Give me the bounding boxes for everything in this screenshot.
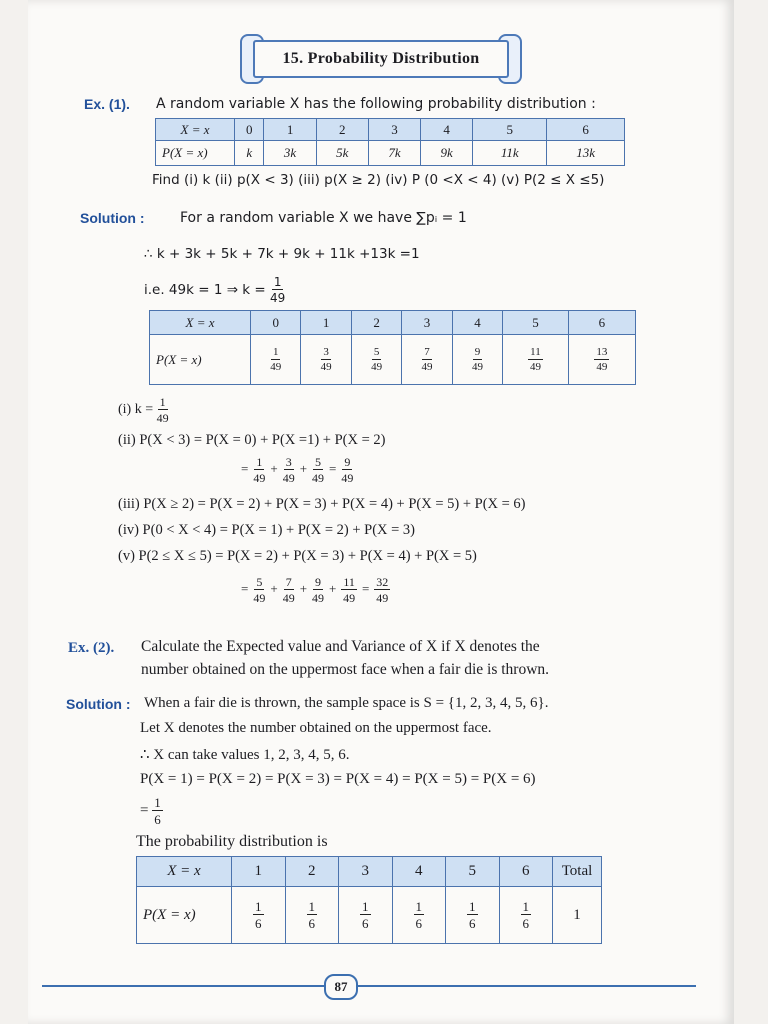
sol1-part-ii-calculation [236, 456, 353, 484]
sol2-line2: Let X denotes the number obtained on the uppermost face. [140, 720, 492, 736]
operator: + [299, 580, 308, 596]
sol1-p-cell [402, 335, 452, 385]
sol2-x-cell: 4 [392, 857, 446, 887]
ex1-x-cell: 1 [264, 119, 316, 141]
sol2-p-cell [232, 887, 286, 944]
fraction-denominator: 49 [253, 591, 266, 605]
fraction-denominator: 49 [270, 291, 286, 305]
sol2-p-cell [499, 887, 553, 944]
sol2-total-header: Total [553, 857, 602, 887]
fraction-numerator: 5 [256, 575, 263, 589]
sol2-p-cell [446, 887, 500, 944]
fraction [341, 576, 357, 604]
operator: + [299, 460, 308, 476]
fraction-denominator: 49 [471, 360, 483, 373]
fraction [312, 456, 324, 484]
ex1-label: Ex. (1). [84, 96, 130, 112]
ex1-p-cell: 3k [264, 141, 316, 166]
fraction-denominator: 49 [371, 360, 383, 373]
fraction-numerator: 3 [285, 455, 292, 469]
sol1-x-cell: 1 [301, 311, 351, 335]
fraction-numerator: 32 [376, 575, 389, 589]
ex2-question-line2: number obtained on the uppermost face when a fair die is thrown. [141, 661, 550, 678]
ex1-x-cell: 5 [473, 119, 547, 141]
fraction-denominator: 49 [320, 360, 332, 373]
sol2-label: Solution : [66, 696, 131, 712]
fraction-denominator: 6 [362, 916, 369, 932]
sol1-x-cell: 5 [503, 311, 569, 335]
ex1-x-cell: 0 [235, 119, 264, 141]
fraction-numerator: 7 [285, 575, 292, 589]
sol1-part-ii: (ii) P(X < 3) = P(X = 0) + P(X =1) + P(X = 2) [118, 432, 386, 448]
fraction-numerator: 11 [343, 575, 355, 589]
ex1-p-cell: 11k [473, 141, 547, 166]
ex1-x-cell: 2 [316, 119, 368, 141]
sol2-line4: P(X = 1) = P(X = 2) = P(X = 3) = P(X = 4) = P(X = 5) = P(X = 6) [140, 771, 536, 787]
sol1-k-fraction [270, 276, 285, 304]
fraction-denominator: 49 [282, 591, 295, 605]
page-number: 87 [324, 974, 358, 1000]
sol2-line6: The probability distribution is [136, 833, 328, 850]
fraction-numerator: 9 [344, 455, 351, 469]
fraction [371, 347, 382, 373]
fraction-numerator: 1 [272, 345, 279, 358]
ex2-label: Ex. (2). [68, 640, 115, 656]
sol2-x-cell: 5 [446, 857, 500, 887]
fraction-numerator: 1 [154, 795, 161, 810]
sol2-x-cell: 2 [285, 857, 339, 887]
ex1-table-header-label: X = x [156, 119, 235, 141]
fraction-denominator: 49 [312, 471, 325, 485]
fraction-numerator: 9 [474, 345, 481, 358]
sol2-p-cell [339, 887, 393, 944]
fraction [312, 576, 324, 604]
fraction-numerator: 1 [469, 899, 476, 915]
sol1-line2: ∴ k + 3k + 5k + 7k + 9k + 11k +13k =1 [144, 246, 420, 262]
fraction-denominator: 49 [343, 591, 356, 605]
fraction-numerator: 1 [415, 899, 422, 915]
fraction-numerator: 1 [273, 275, 282, 289]
sol1-p-cell [251, 335, 301, 385]
fraction [374, 576, 390, 604]
fraction [341, 456, 353, 484]
fraction [253, 576, 265, 604]
ex1-p-cell: 13k [547, 141, 625, 166]
fraction-numerator: 1 [522, 899, 529, 915]
ex1-p-cell: 9k [421, 141, 473, 166]
operator: = [241, 580, 249, 596]
ex2-question-line1: Calculate the Expected value and Variance of X if X denotes the [141, 638, 540, 655]
sol2-x-cell: 3 [339, 857, 393, 887]
fraction [283, 576, 295, 604]
sol1-x-cell: 3 [402, 311, 452, 335]
sol1-part-v: (v) P(2 ≤ X ≤ 5) = P(X = 2) + P(X = 3) + P(X = 4) + P(X = 5) [118, 548, 477, 564]
fraction-numerator: 11 [530, 345, 541, 358]
ex1-distribution-table [155, 118, 625, 166]
fraction-denominator: 49 [312, 591, 325, 605]
fraction-denominator: 6 [308, 916, 315, 932]
fraction [467, 900, 478, 930]
fraction-numerator: 5 [315, 455, 322, 469]
sol1-table-values-label: P(X = x) [150, 335, 251, 385]
fraction-denominator: 49 [341, 471, 354, 485]
sol1-line3-text: i.e. 49k = 1 ⇒ k = [144, 282, 266, 298]
fraction [422, 347, 433, 373]
ex1-x-cell: 3 [368, 119, 420, 141]
sol1-x-cell: 6 [568, 311, 635, 335]
sol1-label: Solution : [80, 210, 145, 226]
fraction [594, 347, 609, 373]
fraction-numerator: 1 [308, 899, 315, 915]
operator: + [270, 580, 278, 596]
operator: + [329, 580, 337, 596]
sol2-line5-eq: = [140, 802, 149, 819]
fraction-denominator: 6 [255, 916, 262, 932]
fraction [253, 900, 264, 930]
sol1-x-cell: 2 [351, 311, 401, 335]
sol2-table-header-label: X = x [137, 857, 232, 887]
sol2-p-cell [392, 887, 446, 944]
operator: = [329, 460, 337, 476]
fraction-numerator: 1 [362, 899, 369, 915]
fraction [472, 347, 483, 373]
sol1-part-v-calculation [236, 576, 390, 604]
sol1-p-cell [452, 335, 502, 385]
fraction-numerator: 1 [256, 455, 263, 469]
sol2-total-value: 1 [553, 887, 602, 944]
fraction [360, 900, 371, 930]
sol1-part-i [118, 396, 169, 424]
fraction-numerator: 1 [159, 395, 166, 409]
sol2-p-cell [285, 887, 339, 944]
sol2-line1: When a fair die is thrown, the sample space is S = {1, 2, 3, 4, 5, 6}. [144, 695, 549, 711]
ex1-table-values-label: P(X = x) [156, 141, 235, 166]
fraction-numerator: 1 [255, 899, 262, 915]
fraction [321, 347, 332, 373]
operator: = [361, 580, 370, 596]
sol1-part-iv: (iv) P(0 < X < 4) = P(X = 1) + P(X = 2) + P(X = 3) [118, 522, 416, 538]
fraction [521, 900, 532, 930]
fraction-denominator: 49 [270, 360, 282, 373]
sol2-table-values-label: P(X = x) [137, 887, 232, 944]
operator: + [270, 460, 278, 476]
fraction-denominator: 49 [282, 471, 295, 485]
sol2-line5-fraction [152, 796, 163, 826]
sol1-x-cell: 4 [452, 311, 502, 335]
operator: = [241, 460, 249, 476]
ex1-p-cell: 7k [368, 141, 420, 166]
sol2-x-cell: 6 [499, 857, 553, 887]
sol1-part-i-fraction [157, 396, 169, 424]
sol1-table-header-label: X = x [150, 311, 251, 335]
fraction-denominator: 6 [469, 916, 476, 932]
sol1-line1: For a random variable X we have ∑pᵢ = 1 [180, 210, 467, 226]
fraction-numerator: 7 [424, 345, 430, 358]
fraction-numerator: 13 [596, 345, 608, 358]
fraction [307, 900, 318, 930]
fraction-denominator: 49 [596, 360, 608, 373]
fraction-numerator: 9 [315, 575, 322, 589]
fraction [270, 347, 281, 373]
ex1-p-cell: 5k [316, 141, 368, 166]
sol1-distribution-table [149, 310, 636, 385]
sol1-p-cell [503, 335, 569, 385]
fraction [283, 456, 295, 484]
chapter-title: 15. Probability Distribution [253, 40, 509, 78]
sol1-x-cell: 0 [251, 311, 301, 335]
fraction [253, 456, 265, 484]
sol1-line3 [144, 276, 285, 304]
ex1-p-cell: k [235, 141, 264, 166]
fraction [528, 347, 543, 373]
ex1-x-cell: 4 [421, 119, 473, 141]
fraction-denominator: 49 [376, 591, 389, 605]
fraction [414, 900, 425, 930]
fraction-denominator: 6 [522, 916, 529, 932]
sol2-distribution-table [136, 856, 602, 944]
sol1-p-cell [568, 335, 635, 385]
ex1-find: Find (i) k (ii) p(X < 3) (iii) p(X ≥ 2) (iv) P (0 <X < 4) (v) P(2 ≤ X ≤5) [152, 172, 605, 188]
fraction-denominator: 6 [154, 812, 161, 827]
sol1-part-i-text: (i) k = [118, 402, 154, 418]
sol1-p-cell [351, 335, 401, 385]
fraction-denominator: 49 [529, 360, 541, 373]
fraction-numerator: 5 [373, 345, 380, 358]
fraction-denominator: 6 [415, 916, 422, 932]
fraction-denominator: 49 [421, 360, 433, 373]
sol1-part-iii: (iii) P(X ≥ 2) = P(X = 2) + P(X = 3) + P(X = 4) + P(X = 5) + P(X = 6) [118, 496, 526, 512]
page [28, 0, 734, 1024]
sol2-line3: ∴ X can take values 1, 2, 3, 4, 5, 6. [140, 747, 350, 763]
fraction-denominator: 49 [156, 411, 169, 425]
ex1-question: A random variable X has the following probability distribution : [156, 96, 596, 112]
footer-rule [42, 985, 696, 987]
fraction-denominator: 49 [253, 471, 266, 485]
ex1-x-cell: 6 [547, 119, 625, 141]
sol2-x-cell: 1 [232, 857, 286, 887]
fraction-numerator: 3 [323, 345, 329, 358]
sol2-line5 [140, 796, 163, 826]
sol1-p-cell [301, 335, 351, 385]
